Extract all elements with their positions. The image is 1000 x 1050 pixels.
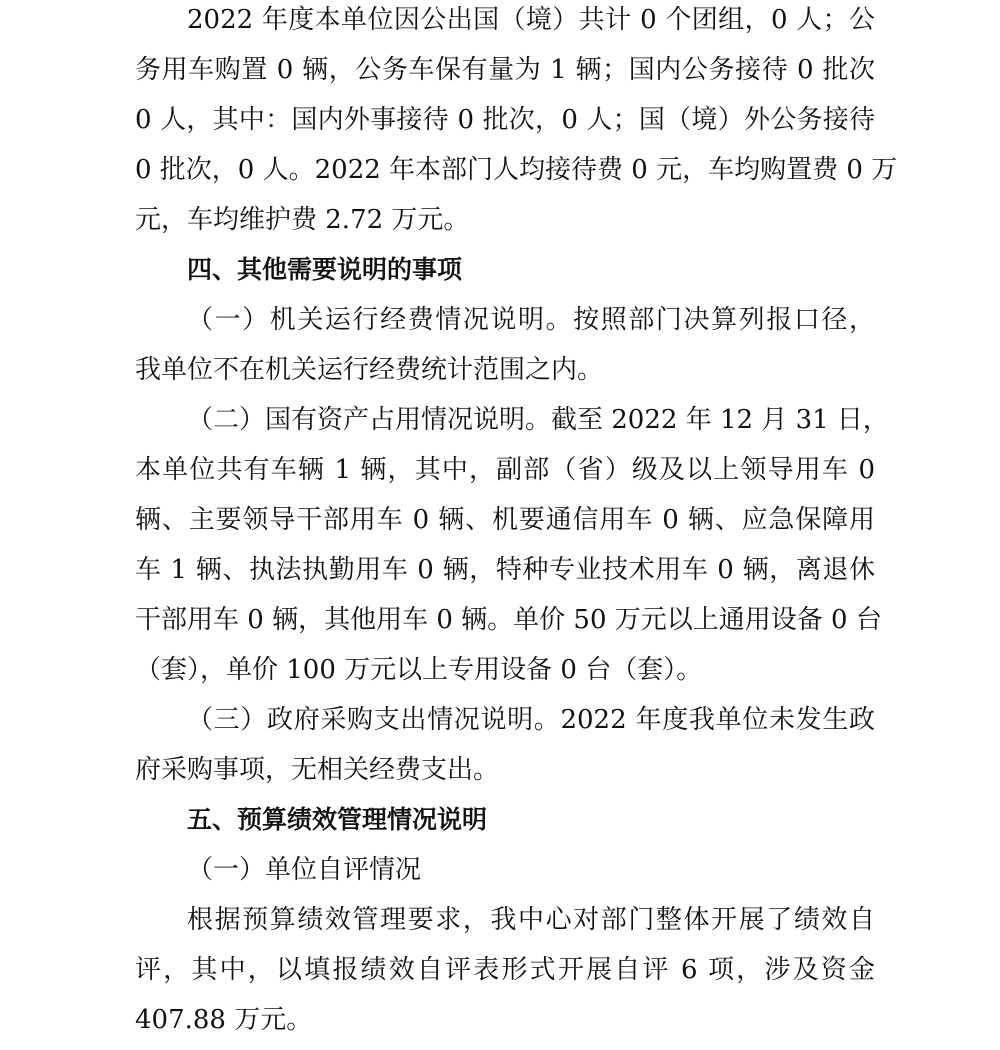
paragraph-line: 评，其中，以填报绩效自评表形式开展自评 6 项，涉及资金 [135,955,875,985]
paragraph-line: 车 1 辆、执法执勤用车 0 辆，特种专业技术用车 0 辆，离退休 [135,555,875,585]
paragraph-line: 407.88 万元。 [135,1005,313,1035]
paragraph-line: 0 批次，0 人。2022 年本部门人均接待费 0 元，车均购置费 0 万 [135,155,898,185]
paragraph-line: 干部用车 0 辆，其他用车 0 辆。单价 50 万元以上通用设备 0 台 [135,605,882,635]
paragraph-line: 府采购事项，无相关经费支出。 [135,755,500,785]
subsection-heading: （一）单位自评情况 [187,855,422,885]
paragraph-line: 2022 年度本单位因公出国（境）共计 0 个团组，0 人；公 [187,5,875,35]
paragraph-line: 本单位共有车辆 1 辆，其中，副部（省）级及以上领导用车 0 [135,455,875,485]
paragraph-line: （套），单价 100 万元以上专用设备 0 台（套）。 [135,655,703,685]
paragraph-line: （一）机关运行经费情况说明。按照部门决算列报口径， [187,305,875,335]
section-heading: 五、预算绩效管理情况说明 [187,805,488,834]
paragraph-line: 根据预算绩效管理要求，我中心对部门整体开展了绩效自 [187,905,875,935]
paragraph-line: （二）国有资产占用情况说明。截至 2022 年 12 月 31 日， [187,405,889,435]
paragraph-line: （三）政府采购支出情况说明。2022 年度我单位未发生政 [187,705,875,735]
paragraph-line: 务用车购置 0 辆，公务车保有量为 1 辆；国内公务接待 0 批次 [135,55,875,85]
paragraph-line: 元，车均维护费 2.72 万元。 [135,205,470,235]
paragraph-line: 我单位不在机关运行经费统计范围之内。 [135,355,604,385]
paragraph-line: 辆、主要领导干部用车 0 辆、机要通信用车 0 辆、应急保障用 [135,505,875,535]
paragraph-line: 0 人，其中：国内外事接待 0 批次，0 人；国（境）外公务接待 [135,105,875,135]
section-heading: 四、其他需要说明的事项 [187,255,463,284]
